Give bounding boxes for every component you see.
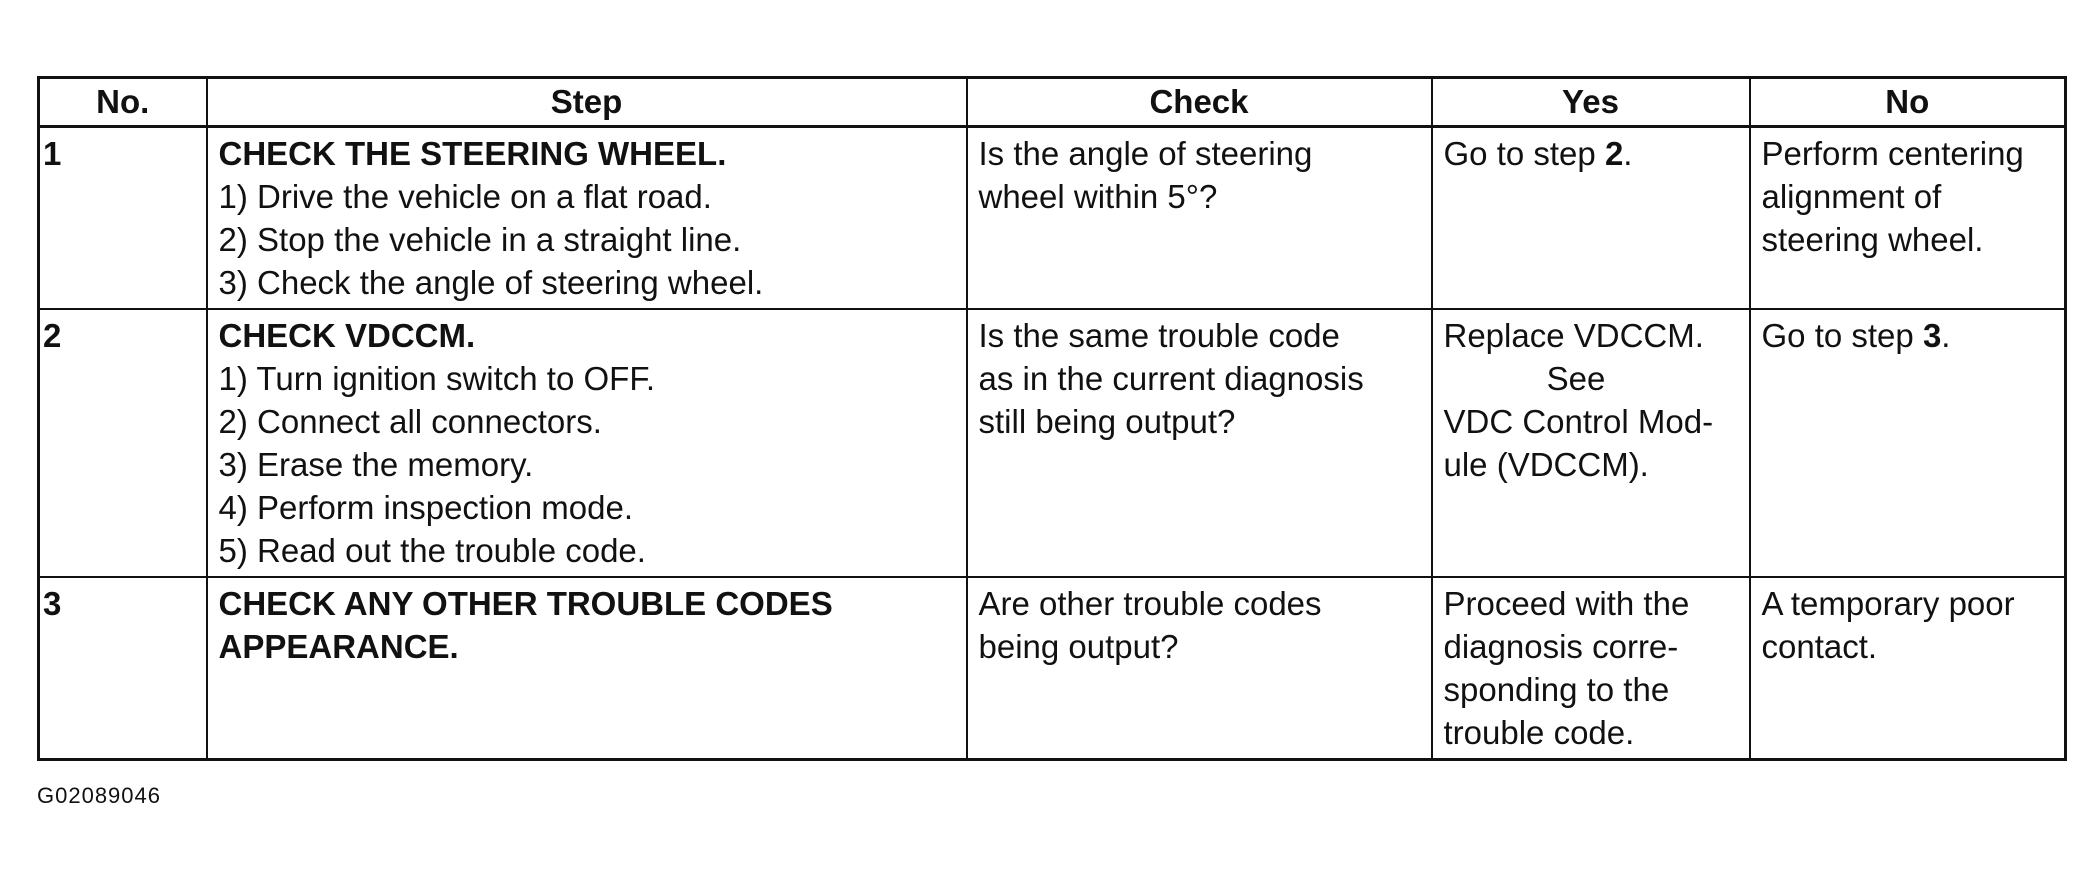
no-text: .	[1941, 317, 1951, 354]
check-text: wheel within 5°?	[978, 178, 1218, 215]
check-text: as in the current diagnosis	[978, 360, 1364, 397]
row-number: 1	[39, 127, 207, 310]
step-item: 3) Check the angle of steering wheel.	[218, 264, 764, 301]
header-check: Check	[967, 78, 1432, 127]
no-text: steering wheel.	[1761, 221, 1984, 258]
table-header-row	[39, 78, 2066, 127]
step-item: 1) Turn ignition switch to OFF.	[218, 360, 655, 397]
row-number: 3	[39, 577, 207, 760]
yes-text: Replace VDCCM.	[1443, 317, 1704, 354]
no-text: Go to step	[1761, 317, 1923, 354]
yes-cell	[1432, 127, 1750, 310]
yes-text: diagnosis corre-	[1443, 628, 1679, 665]
diagnostic-table	[37, 76, 2067, 761]
table-row	[39, 577, 2066, 760]
yes-text: See	[1546, 360, 1606, 397]
row-number: 2	[39, 309, 207, 577]
table-row	[39, 309, 2066, 577]
check-text: Are other trouble codes	[978, 585, 1322, 622]
table-row	[39, 127, 2066, 310]
check-cell	[967, 577, 1432, 760]
step-title: CHECK THE STEERING WHEEL.	[218, 135, 727, 172]
step-title: CHECK VDCCM.	[218, 317, 476, 354]
yes-text: Proceed with the	[1443, 585, 1690, 622]
check-cell	[967, 127, 1432, 310]
no-text: Perform centering	[1761, 135, 2024, 172]
step-item: 2) Stop the vehicle in a straight line.	[218, 221, 742, 258]
yes-cell	[1432, 309, 1750, 577]
check-text: Is the same trouble code	[978, 317, 1340, 354]
figure-id: G02089046	[37, 783, 161, 808]
check-text: still being output?	[978, 403, 1236, 440]
step-cell	[207, 577, 967, 760]
yes-text: ule (VDCCM).	[1443, 446, 1649, 483]
step-cell	[207, 127, 967, 310]
check-text: being output?	[978, 628, 1179, 665]
no-text: alignment of	[1761, 178, 1942, 215]
step-cell	[207, 309, 967, 577]
yes-text: Go to step	[1443, 135, 1605, 172]
step-title: CHECK ANY OTHER TROUBLE CODES	[218, 585, 833, 622]
header-yes: Yes	[1432, 78, 1750, 127]
no-cell	[1750, 309, 2066, 577]
step-title: APPEARANCE.	[218, 628, 459, 665]
header-step: Step	[207, 78, 967, 127]
yes-text: trouble code.	[1443, 714, 1635, 751]
no-cell	[1750, 577, 2066, 760]
check-text: Is the angle of steering	[978, 135, 1313, 172]
yes-step-number: 2	[1604, 135, 1624, 172]
no-cell	[1750, 127, 2066, 310]
yes-text: sponding to the	[1443, 671, 1670, 708]
no-text: A temporary poor	[1761, 585, 2015, 622]
no-step-number: 3	[1922, 317, 1942, 354]
yes-cell	[1432, 577, 1750, 760]
no-text: contact.	[1761, 628, 1878, 665]
step-item: 4) Perform inspection mode.	[218, 489, 634, 526]
step-item: 1) Drive the vehicle on a flat road.	[218, 178, 712, 215]
yes-text: VDC Control Mod-	[1443, 403, 1714, 440]
yes-text: .	[1623, 135, 1633, 172]
check-cell	[967, 309, 1432, 577]
header-no: No.	[39, 78, 207, 127]
step-item: 3) Erase the memory.	[218, 446, 534, 483]
header-no-result: No	[1750, 78, 2066, 127]
step-item: 2) Connect all connectors.	[218, 403, 602, 440]
step-item: 5) Read out the trouble code.	[218, 532, 646, 569]
